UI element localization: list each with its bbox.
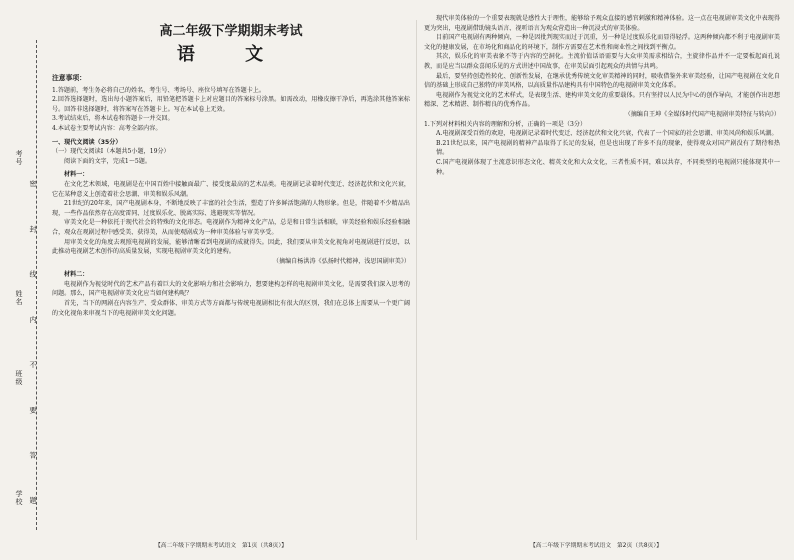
- note-item: 4.本试卷主要考试内容：高考全部内容。: [52, 124, 162, 132]
- notes-block: [52, 74, 410, 134]
- footer-left: 【高二年级下学期期末考试语文 第1页（共8页）】: [155, 543, 288, 549]
- option-a: A.电视剧深受百姓的欢迎，电视剧记录着时代变迁、经济起伏和文化兴衰，代表了一个国家的社会思潮、审美风尚和娱乐风潮。: [436, 130, 778, 138]
- question-1: 1.下列对材料相关内容的理解和分析，正确的一项是（3分）: [424, 120, 587, 128]
- paragraph: 用审美文化的角度去观照电视剧的发展，能够清晰看到电视剧的成就得失。因此，我们要从审美文化视角对电视剧进行反思，以此推动电视剧艺术创作的高质量发展，实现电视剧审美文化的建构。: [52, 238, 410, 256]
- instruction: 阅读下面的文字，完成1～5题。: [64, 157, 151, 165]
- paragraph: 电视剧作为视觉文化的艺术样式，是表现生活、建构审美文化的重要载体。只有坚持以人民为中心的创作导向，才能创作出思想精深、艺术精湛、制作精良的优秀作品。: [424, 91, 780, 109]
- section-heading: 一、现代文阅读（35分）: [52, 138, 122, 146]
- xuexiao-label: 学校: [15, 490, 23, 506]
- paragraph: 最后，要坚持创造性转化、创新性发展，在继承优秀传统文化审美精神的同时，吸收借鉴外来审美经验，让国产电视剧在文化自信的基础上形成自己独特的审美风格，以高质量作品建构具有中国特色的电视剧审美文化体系。: [424, 72, 780, 90]
- left-column: [52, 14, 410, 318]
- xingming-label: 姓名: [15, 290, 23, 306]
- note-item: 1.答题前，考生务必将自己的姓名、考生号、考场号、座位号填写在答题卡上。: [52, 86, 266, 94]
- paragraph: 在文化艺术领域，电视剧是在中国百姓中接触面最广、接受度最高的艺术品类。电视剧记录着时代变迁、经济起伏和文化兴衰，它在某种意义上创造着社会思潮、审美和娱乐风潮。: [52, 180, 410, 198]
- paragraph: 目前国产电视剧有两种倾向，一种是因批判现实而过于沉重，另一种是过度娱乐化而显得轻浮。这两种倾向都不利于电视剧审美文化的健康发展，在市场化和商品化的环境下，制作方需要在艺术性和商业性之间找到平衡点。: [424, 34, 780, 51]
- material-2-source: （摘编自王坤《全媒体时代国产电视剧审美特征与转向》）: [624, 110, 780, 118]
- subject-title: 语 文: [176, 44, 286, 65]
- paragraph: 审美文化是一种依托于现代社会的特殊的文化形态。电视剧作为精神文化产品，总是和日常生活相联，审美经验和娱乐经验相融合，观众在观剧过程中感受美、获得美，从而使观剧成为一种审美体验与审美享受。: [52, 219, 410, 236]
- right-column: [424, 14, 780, 177]
- binding-margin: [8, 40, 40, 530]
- column-divider: [416, 20, 417, 540]
- paragraph: 现代审美体验的一个重要表现就是感性大于理性，能够给予观众直接的感官刺激和精神体验。这一点在电视剧审美文化中表现得更为突出，电视剧借助镜头语言、视听语言为观众营造出一种沉浸式的审美体验。: [424, 15, 780, 32]
- notes-heading: 注意事项：: [52, 74, 86, 82]
- note-item: 2.回答选择题时，选出每小题答案后，用铅笔把答题卡上对应题目的答案标号涂黑。如需改动，用橡皮擦干净后，再选涂其他答案标号。回答非选择题时，将答案写在答题卡上。写在本试卷上无效。: [52, 96, 410, 113]
- banji-label: 班级: [15, 370, 23, 386]
- paragraph: 21世纪的20年来，国产电视剧本身，不断地反映了丰富的社会生活，塑造了许多鲜活饱满的人物形象。但是，伴随着不少精品出现，一些作品依然存在高度雷同、过度娱乐化、脱离实际、逃避现实等情况。: [52, 200, 410, 217]
- exam-title: 高二年级下学期期末考试: [159, 24, 303, 39]
- material-1-label: 材料一：: [64, 171, 89, 179]
- option-b: B.21世纪以来，国产电视剧的精神产品取得了长足的发展，但是也出现了许多不良的现象，使得观众对国产剧没有了期待和热情。: [436, 139, 780, 157]
- material-2-label: 材料二：: [64, 271, 89, 279]
- seal-warning: 密 封 线 内 不 要 答 题: [29, 180, 37, 522]
- paragraph: 首先，当下的网剧在内容生产、受众群体、审美方式等方面都与传统电视剧相比有很大的区别，我们在总体上需要从一个更广阔的文化视角来审视当下的电视剧审美文化问题。: [52, 300, 410, 317]
- material-1-source: （摘编自杨洪涛《弘扬时代精神，浅思国剧审美》）: [272, 257, 410, 265]
- paragraph: 电视剧作为视觉时代的艺术产品有着巨大的文化影响力和社会影响力，想要建构怎样的电视剧审美文化，是需要我们深入思考的问题。那么，国产电视剧审美文化应当如何建构呢？: [52, 280, 410, 298]
- sub-heading: （一）现代文阅读Ⅰ（本题共5小题，19分）: [52, 148, 170, 156]
- option-c: C.国产电视剧体现了主流意识形态文化、精英文化和大众文化，三者性质不同，难以共存，不同类型的电视剧只能体现其中一种。: [436, 158, 780, 176]
- footer-right: 【高二年级下学期期末考试语文 第2页（共8页）】: [530, 543, 663, 549]
- note-item: 3.考试结束后，将本试卷和答题卡一并交回。: [52, 115, 174, 123]
- kaohao-label: 考号: [15, 150, 23, 166]
- paragraph: 其次，娱乐化的审美表象不等于内容的空洞化。主流价值话语需要与大众审美需求相结合，主旋律作品并不一定要板起面孔说教，而是应当以群众喜闻乐见的方式讲述中国故事，在审美层面引起观众的共情与共鸣。: [424, 53, 780, 70]
